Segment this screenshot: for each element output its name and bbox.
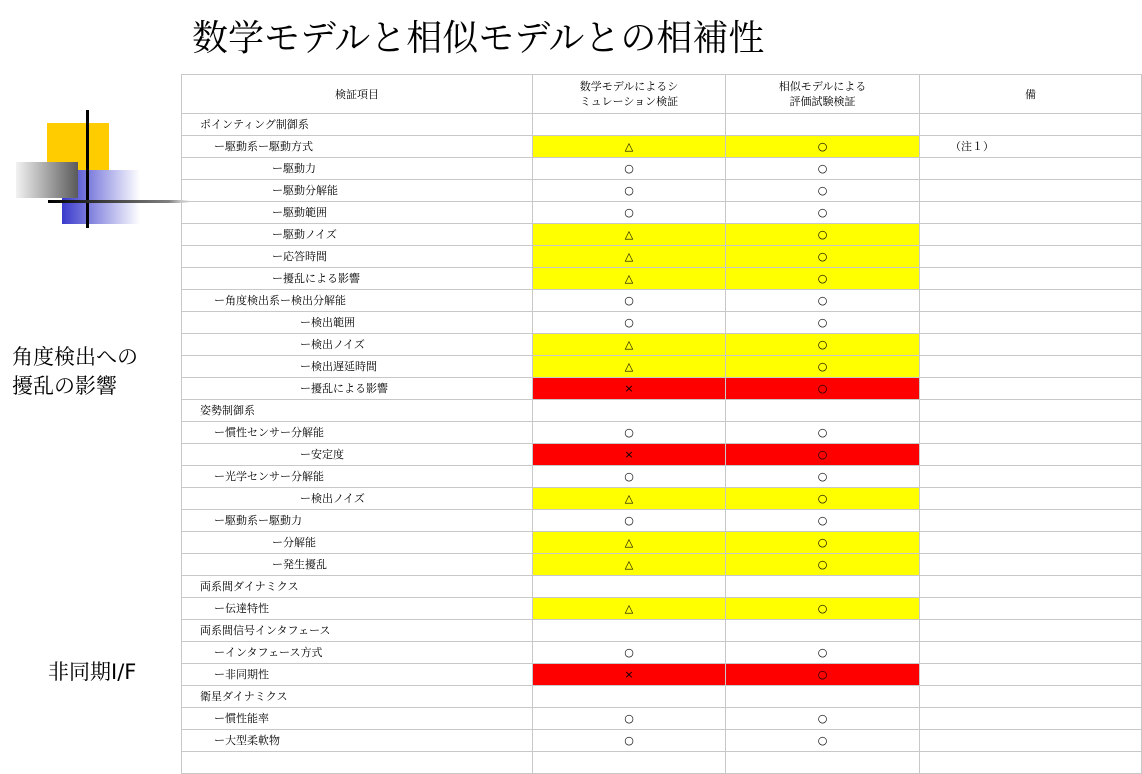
cell-remarks (920, 378, 1142, 400)
cell-math-model: × (533, 378, 726, 400)
table-row (182, 642, 1142, 664)
cell-item: ー擾乱による影響 (182, 268, 533, 290)
table-row (182, 422, 1142, 444)
table-row (182, 246, 1142, 268)
cell-similar-model: ○ (726, 246, 920, 268)
table-row (182, 158, 1142, 180)
cell-math-model: ○ (533, 202, 726, 224)
cell-remarks (920, 400, 1142, 422)
cell-similar-model (726, 114, 920, 136)
cell-math-model: △ (533, 598, 726, 620)
cell-math-model: △ (533, 554, 726, 576)
table-row (182, 378, 1142, 400)
cell-math-model (533, 576, 726, 598)
cell-similar-model: ○ (726, 378, 920, 400)
cell-remarks (920, 554, 1142, 576)
cell-item: ー駆動範囲 (182, 202, 533, 224)
cell-similar-model: ○ (726, 532, 920, 554)
cell-item: ー慣性センサー分解能 (182, 422, 533, 444)
cell-item: ー慣性能率 (182, 708, 533, 730)
cell-remarks (920, 642, 1142, 664)
cell-remarks (920, 246, 1142, 268)
cell-item: ーインタフェース方式 (182, 642, 533, 664)
side-note-angle-line2: 擾乱の影響 (12, 374, 117, 398)
cell-math-model: △ (533, 224, 726, 246)
cell-item: ー大型柔軟物 (182, 730, 533, 752)
cell-item: 両系間信号インタフェース (182, 620, 533, 642)
cell-similar-model: ○ (726, 444, 920, 466)
cell-remarks (920, 158, 1142, 180)
table-row (182, 488, 1142, 510)
cell-remarks (920, 488, 1142, 510)
table-row (182, 686, 1142, 708)
side-note-angle-line1: 角度検出への (12, 345, 138, 369)
table-body (182, 114, 1142, 774)
cell-item: ー検出ノイズ (182, 488, 533, 510)
cell-remarks (920, 334, 1142, 356)
cell-remarks (920, 224, 1142, 246)
table-row (182, 202, 1142, 224)
cell-remarks (920, 730, 1142, 752)
cell-math-model (533, 114, 726, 136)
cell-math-model (533, 686, 726, 708)
cell-remarks (920, 708, 1142, 730)
side-note-angle (12, 343, 138, 401)
cell-item (182, 752, 533, 774)
cell-similar-model: ○ (726, 312, 920, 334)
table-header-row (182, 75, 1142, 114)
cell-similar-model: ○ (726, 510, 920, 532)
table-row (182, 510, 1142, 532)
header-similar-model (726, 75, 920, 114)
cell-item: ー駆動系ー駆動力 (182, 510, 533, 532)
cell-item: ー駆動力 (182, 158, 533, 180)
cell-math-model: × (533, 444, 726, 466)
cell-remarks (920, 466, 1142, 488)
cell-math-model: ○ (533, 642, 726, 664)
cell-math-model: ○ (533, 158, 726, 180)
table-row (182, 554, 1142, 576)
cell-math-model (533, 400, 726, 422)
cell-item: ー駆動分解能 (182, 180, 533, 202)
table-row (182, 532, 1142, 554)
cell-item: ー光学センサー分解能 (182, 466, 533, 488)
cell-math-model: ○ (533, 312, 726, 334)
table-row (182, 356, 1142, 378)
cell-similar-model: ○ (726, 180, 920, 202)
cell-similar-model: ○ (726, 158, 920, 180)
cell-similar-model: ○ (726, 598, 920, 620)
cell-similar-model: ○ (726, 136, 920, 158)
cell-remarks (920, 532, 1142, 554)
cell-item: ー分解能 (182, 532, 533, 554)
cell-math-model: ○ (533, 730, 726, 752)
header-math-line2: ミュレーション検証 (579, 95, 679, 108)
cell-similar-model: ○ (726, 268, 920, 290)
table-row (182, 598, 1142, 620)
cell-math-model: △ (533, 488, 726, 510)
cell-item: ー検出ノイズ (182, 334, 533, 356)
table-row (182, 312, 1142, 334)
cell-similar-model: ○ (726, 290, 920, 312)
verification-table (181, 74, 1142, 774)
cell-item: ー検出範囲 (182, 312, 533, 334)
cell-item: 両系間ダイナミクス (182, 576, 533, 598)
cell-item: ー検出遅延時間 (182, 356, 533, 378)
cell-similar-model (726, 576, 920, 598)
table-row (182, 334, 1142, 356)
cell-item: 衛星ダイナミクス (182, 686, 533, 708)
cell-math-model: △ (533, 136, 726, 158)
cell-similar-model: ○ (726, 708, 920, 730)
table-row (182, 664, 1142, 686)
table-row (182, 444, 1142, 466)
cell-item: 姿勢制御系 (182, 400, 533, 422)
table-row (182, 400, 1142, 422)
cell-similar-model (726, 752, 920, 774)
cell-math-model: △ (533, 334, 726, 356)
cell-item: ー駆動系ー駆動方式 (182, 136, 533, 158)
cell-similar-model: ○ (726, 642, 920, 664)
cell-similar-model: ○ (726, 730, 920, 752)
cell-item: ポインティング制御系 (182, 114, 533, 136)
cell-math-model: ○ (533, 510, 726, 532)
cell-item: ー安定度 (182, 444, 533, 466)
cell-item: ー伝達特性 (182, 598, 533, 620)
cell-remarks (920, 422, 1142, 444)
table-row (182, 708, 1142, 730)
cell-remarks (920, 598, 1142, 620)
verification-table-container (181, 74, 1036, 768)
header-math-line1: 数学モデルによるシ (579, 80, 679, 93)
cell-remarks: （注１） (920, 136, 1142, 158)
cell-remarks (920, 664, 1142, 686)
cell-similar-model: ○ (726, 202, 920, 224)
table-row (182, 466, 1142, 488)
table-row (182, 290, 1142, 312)
cell-math-model: △ (533, 356, 726, 378)
cell-item: ー発生擾乱 (182, 554, 533, 576)
cell-remarks (920, 290, 1142, 312)
cell-remarks (920, 752, 1142, 774)
table-row (182, 730, 1142, 752)
cell-remarks (920, 114, 1142, 136)
header-sim-line1: 相似モデルによる (778, 80, 867, 93)
cell-remarks (920, 202, 1142, 224)
cell-item: ー応答時間 (182, 246, 533, 268)
cell-similar-model (726, 620, 920, 642)
cell-math-model: △ (533, 532, 726, 554)
header-sim-line2: 評価試験検証 (789, 95, 856, 108)
table-row (182, 114, 1142, 136)
table-row (182, 180, 1142, 202)
table-row (182, 136, 1142, 158)
cell-similar-model: ○ (726, 334, 920, 356)
cell-similar-model: ○ (726, 224, 920, 246)
table-row (182, 224, 1142, 246)
cell-similar-model (726, 686, 920, 708)
cell-similar-model: ○ (726, 554, 920, 576)
header-item: 検証項目 (182, 75, 533, 114)
cell-item: ー非同期性 (182, 664, 533, 686)
cell-math-model: ○ (533, 180, 726, 202)
cell-item: ー擾乱による影響 (182, 378, 533, 400)
cell-remarks (920, 686, 1142, 708)
table-row (182, 576, 1142, 598)
cell-math-model: ○ (533, 708, 726, 730)
cell-math-model (533, 752, 726, 774)
cell-math-model: ○ (533, 422, 726, 444)
cell-similar-model: ○ (726, 664, 920, 686)
cell-math-model: △ (533, 246, 726, 268)
cell-math-model (533, 620, 726, 642)
cell-similar-model: ○ (726, 356, 920, 378)
header-math-model (533, 75, 726, 114)
cell-remarks (920, 576, 1142, 598)
cell-remarks (920, 356, 1142, 378)
cell-remarks (920, 312, 1142, 334)
cell-remarks (920, 180, 1142, 202)
table-row (182, 752, 1142, 774)
slide-title: 数学モデルと相似モデルとの相補性 (192, 18, 765, 59)
side-note-async: 非同期I/F (48, 660, 137, 684)
cell-remarks (920, 620, 1142, 642)
cell-remarks (920, 510, 1142, 532)
table-row (182, 268, 1142, 290)
cell-similar-model: ○ (726, 422, 920, 444)
cell-similar-model: ○ (726, 488, 920, 510)
cell-similar-model (726, 400, 920, 422)
table-row (182, 620, 1142, 642)
cell-remarks (920, 444, 1142, 466)
cell-item: ー駆動ノイズ (182, 224, 533, 246)
cell-math-model: ○ (533, 466, 726, 488)
cell-item: ー角度検出系ー検出分解能 (182, 290, 533, 312)
yellow-blue-squares-crosshair-icon (0, 0, 190, 240)
cell-similar-model: ○ (726, 466, 920, 488)
cell-math-model: × (533, 664, 726, 686)
header-remarks: 備 (920, 75, 1142, 114)
cell-remarks (920, 268, 1142, 290)
cell-math-model: ○ (533, 290, 726, 312)
cell-math-model: △ (533, 268, 726, 290)
